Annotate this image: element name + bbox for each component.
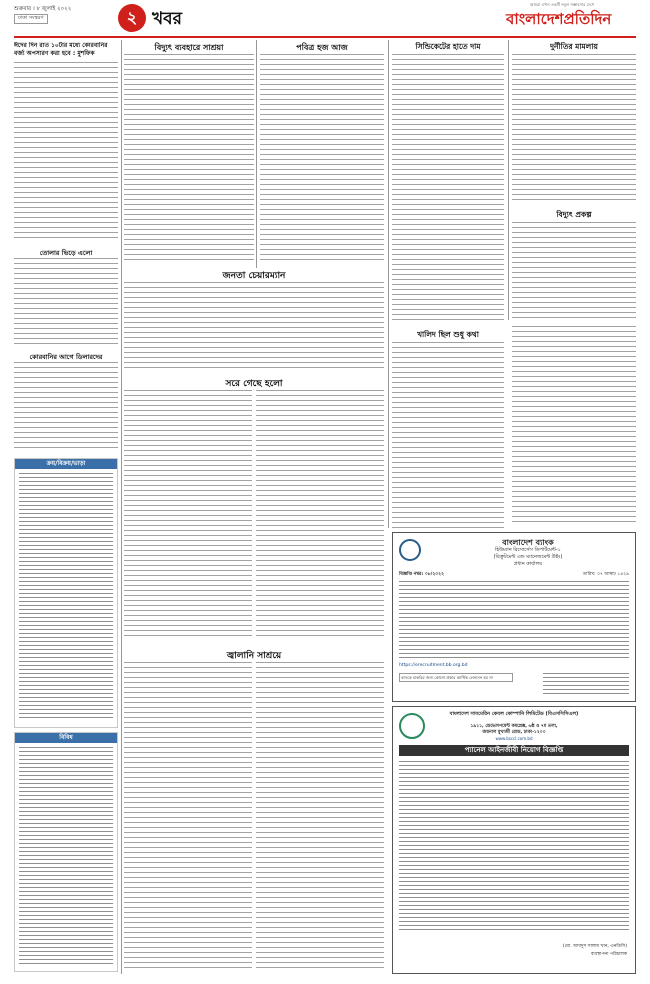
bsccl-subtitle: ১৯১১, ডেভেলপমেন্ট কমপ্লেক্স, ৬ষ্ঠ ও ৭ম তলা, — [470, 724, 558, 729]
bank-subtitle-2: (রিক্রুটমেন্ট এন্ড ম্যানেজমেন্ট উইং) — [493, 554, 563, 560]
bsccl-logo — [399, 713, 425, 739]
article-hajj-body — [260, 54, 384, 264]
classifieds-listings — [19, 473, 113, 721]
article-janata-body — [124, 282, 384, 372]
article-durkend-body — [512, 54, 636, 204]
article-korban-body — [14, 362, 118, 452]
bank-footer-note: ব্যাংকে চাকরির জন্য কোনো প্রকার আর্থিক লেনদেন হয় না — [399, 673, 513, 682]
article-eid-rush-body — [14, 62, 118, 242]
headline-korban: কোরবানির আগে ডিলারদের — [29, 353, 103, 361]
masthead-title: বাংলাদেশপ্রতিদিন — [506, 10, 612, 28]
bank-subtitle: হিউম্যান রিসোর্সেস ডিপার্টমেন্ট-১ — [495, 547, 561, 553]
headline-durkend: দুর্নীতির মামলায় — [550, 42, 598, 51]
bsccl-banner: প্যানেল আইনজীবী নিয়োগ বিজ্ঞপ্তি — [399, 745, 629, 756]
headline-bidyut: বিদ্যুৎ ব্যবহারে সাশ্রয়া — [154, 43, 224, 52]
bsccl-signer-title: ব্যবস্থাপনা পরিচালক — [590, 952, 627, 957]
bank-ad-body — [399, 581, 629, 661]
article-sore-geche-body-2 — [256, 390, 384, 640]
bank-logo — [399, 539, 421, 561]
issue-label: ঢাকা সংস্করণ — [14, 14, 48, 24]
article-tonder-body — [14, 258, 118, 348]
bank-signature-block — [543, 673, 629, 695]
headline-janata: জনতা চেয়ারম্যান — [222, 271, 286, 281]
article-bidyut-2-body — [512, 222, 636, 322]
classifieds-box — [14, 458, 118, 728]
classifieds-misc-title: বিবিধ — [15, 733, 117, 743]
bsccl-signer: (মো. আবদুস সালাম খান, এনডিসি) — [562, 944, 627, 949]
bangladesh-bank-ad — [392, 532, 636, 702]
classifieds-title: ক্রয়/বিক্রয়/ভাড়া — [15, 459, 117, 469]
article-bidyut-body — [124, 54, 254, 264]
headline-eid-rush: ঈদের দিন রাত ১০টার মধ্যে কোরবানির বর্জ্য অপসারণ করা হবে : মুশফিক — [14, 42, 108, 57]
headline-syndicate: সিন্ডিকেটের হাতে দাম — [415, 42, 481, 51]
headline-bidyut-2: বিদ্যুৎ প্রকল্প — [556, 210, 592, 219]
bsccl-title: বাংলাদেশ সাবমেরিন কেবল কোম্পানি লিমিটেড (বিএসসিসিএল) — [449, 711, 579, 717]
headline-hajj: পবিত্র হজ আজ — [296, 43, 348, 52]
bank-title: বাংলাদেশ ব্যাংক — [502, 538, 554, 547]
bsccl-ad — [392, 706, 636, 974]
article-jalani-body-2 — [256, 662, 384, 972]
page-number-badge: ২ — [118, 4, 146, 32]
headline-sore-geche: সরে গেছে হলো — [225, 379, 283, 389]
classifieds-misc-box — [14, 732, 118, 972]
classifieds-misc-listings — [19, 747, 113, 965]
article-jalani-body — [124, 662, 252, 972]
headline-tonder: তোলার ভিড়ে এলো — [39, 249, 93, 257]
headline-khalid: খালিদ ছিল শুধু কথা — [417, 330, 479, 339]
headline-jalani: জ্বালানি সাশ্রয়ে — [226, 651, 282, 661]
date-line: শুক্রবার । ৮ জুলাই ২০২২ — [14, 6, 72, 12]
bank-date: তারিখ: ০৭ আষাঢ় ১৪২৯ — [582, 572, 629, 577]
article-sore-geche-body — [124, 390, 252, 640]
bank-website[interactable]: https://erecruitment.bb.org.bd — [399, 663, 468, 668]
bank-ref: বিজ্ঞপ্তি নম্বর: ০৮/২০২২ — [399, 572, 445, 577]
article-khalid-body — [392, 342, 504, 532]
article-syndicate-body — [392, 54, 504, 324]
bank-office: প্রধান কার্যালয় — [513, 561, 543, 567]
masthead-tagline: আমরা এখন একটি নতুন সম্ভাবনার দেশে — [530, 2, 595, 7]
article-onek-unnoto-body — [512, 326, 636, 526]
section-name: খবর — [152, 9, 182, 29]
bsccl-website[interactable]: www.bsccl.com.bd — [495, 736, 533, 741]
bsccl-ad-body — [399, 761, 629, 931]
page-header — [0, 0, 650, 38]
bsccl-subtitle-2: জয়নাল মুখার্জী রোড, ঢাকা-১২০০ — [482, 730, 546, 735]
